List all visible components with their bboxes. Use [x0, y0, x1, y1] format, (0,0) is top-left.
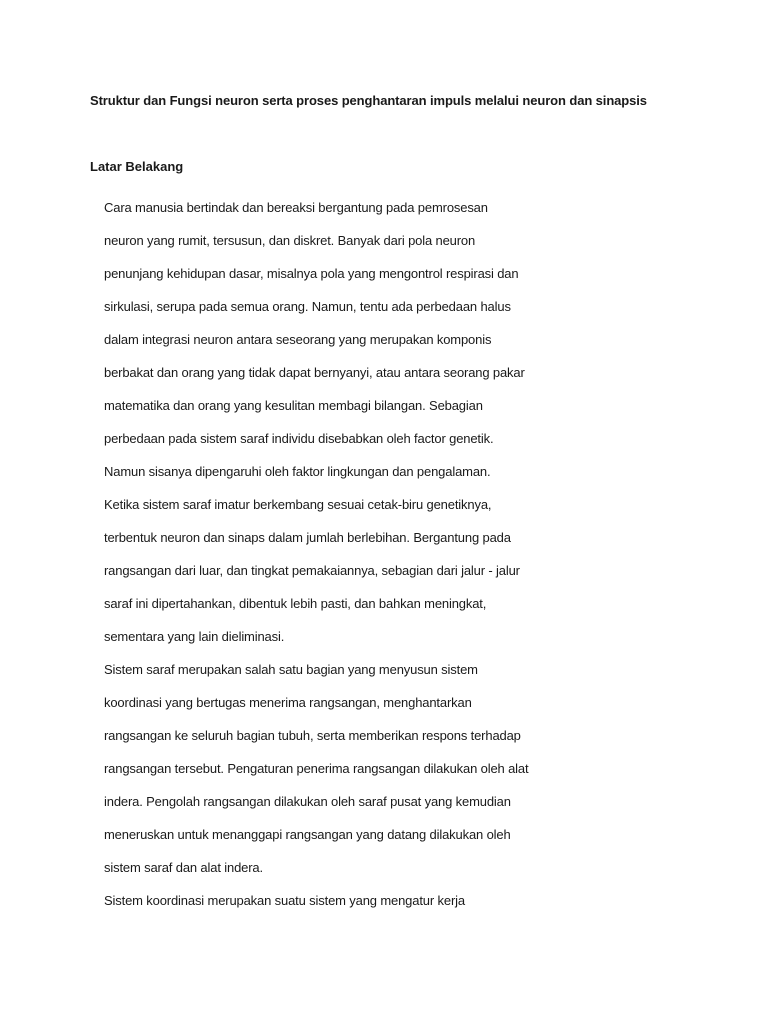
text-line: matematika dan orang yang kesulitan membagi bilangan. Sebagian [104, 398, 483, 413]
text-line: sistem saraf dan alat indera. [104, 860, 263, 875]
text-line: penunjang kehidupan dasar, misalnya pola yang mengontrol respirasi dan [104, 266, 519, 281]
text-line: meneruskan untuk menanggapi rangsangan yang datang dilakukan oleh [104, 827, 511, 842]
text-line: saraf ini dipertahankan, dibentuk lebih pasti, dan bahkan meningkat, [104, 596, 487, 611]
text-line: dalam integrasi neuron antara seseorang yang merupakan komponis [104, 332, 492, 347]
text-line: sirkulasi, serupa pada semua orang. Namun, tentu ada perbedaan halus [104, 299, 511, 314]
text-line: rangsangan dari luar, dan tingkat pemakaiannya, sebagian dari jalur - jalur [104, 563, 520, 578]
text-line: Sistem koordinasi merupakan suatu sistem yang mengatur kerja [104, 893, 465, 908]
text-line: sementara yang lain dieliminasi. [104, 629, 285, 644]
text-line: perbedaan pada sistem saraf individu disebabkan oleh factor genetik. [104, 431, 494, 446]
text-line: Sistem saraf merupakan salah satu bagian yang menyusun sistem [104, 662, 478, 677]
text-line: rangsangan tersebut. Pengaturan penerima rangsangan dilakukan oleh alat [104, 761, 529, 776]
text-line: indera. Pengolah rangsangan dilakukan oleh saraf pusat yang kemudian [104, 794, 511, 809]
text-line: Ketika sistem saraf imatur berkembang sesuai cetak-biru genetiknya, [104, 497, 492, 512]
document-title: Struktur dan Fungsi neuron serta proses penghantaran impuls melalui neuron dan sinapsis [90, 93, 647, 108]
body-text [104, 191, 528, 917]
section-heading: Latar Belakang [90, 159, 184, 174]
text-line: berbakat dan orang yang tidak dapat bernyanyi, atau antara seorang pakar [104, 365, 525, 380]
text-line: rangsangan ke seluruh bagian tubuh, serta memberikan respons terhadap [104, 728, 521, 743]
text-line: koordinasi yang bertugas menerima rangsangan, menghantarkan [104, 695, 472, 710]
text-line: Namun sisanya dipengaruhi oleh faktor lingkungan dan pengalaman. [104, 464, 491, 479]
text-line: Cara manusia bertindak dan bereaksi bergantung pada pemrosesan [104, 200, 488, 215]
text-line: neuron yang rumit, tersusun, dan diskret. Banyak dari pola neuron [104, 233, 476, 248]
text-line: terbentuk neuron dan sinaps dalam jumlah berlebihan. Bergantung pada [104, 530, 511, 545]
